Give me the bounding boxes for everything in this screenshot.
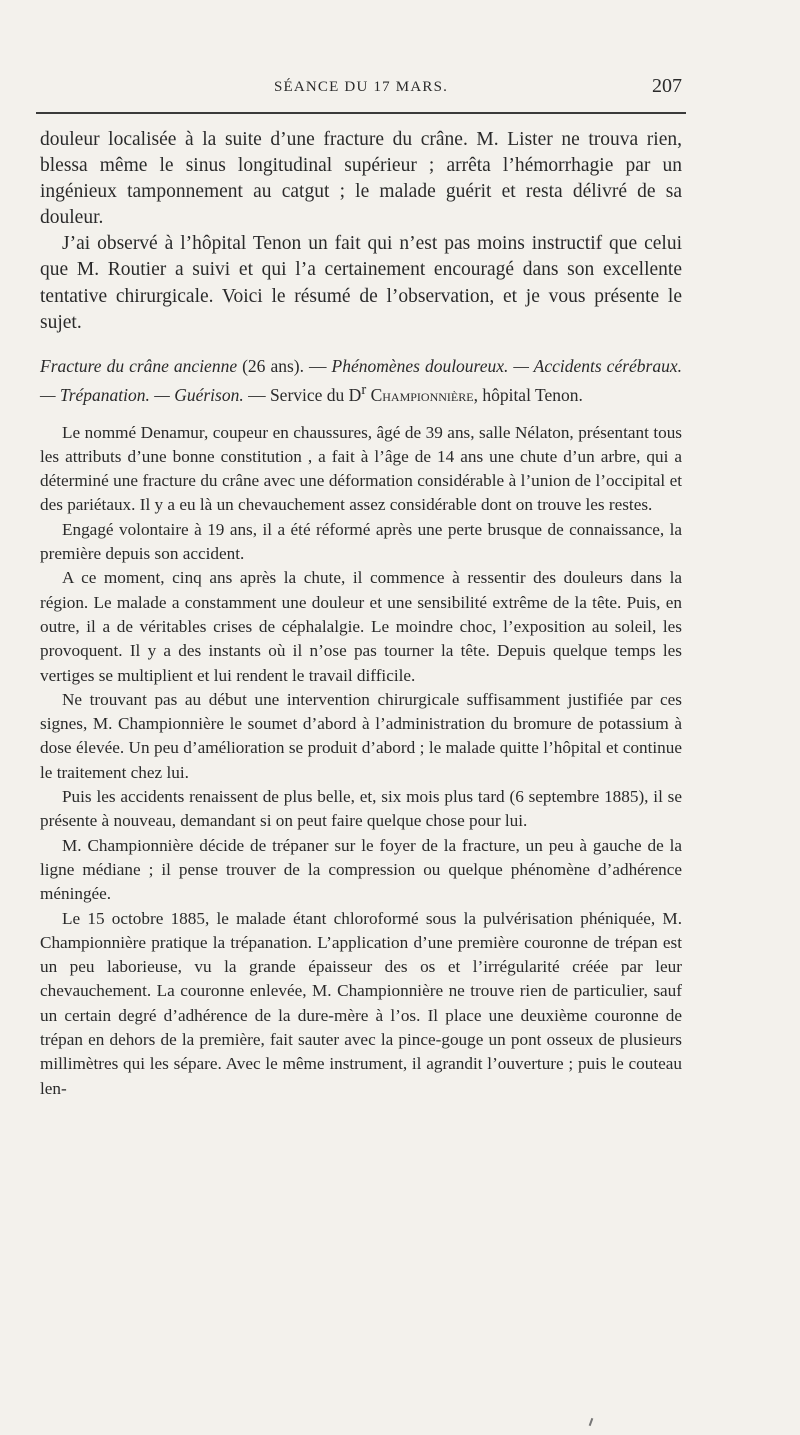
paragraph: Le nommé Denamur, coupeur en chaussures, âgé de 39 ans, salle Nélaton, présentant tous les attributs d’une bonne constitution , a fait à l’âge de 14 ans une chute d’un arbre, qui a déterminé une fracture du crâne avec une déformation considérable à l’union de l’occipital et des pariétaux. Il y a eu là un chevauchement assez considérable dont on trouve les restes. — [40, 422, 682, 515]
case-title-summary: Phénomènes douloureux. — Accidents cérébraux. — Trépanation. — Guérison. — [40, 355, 682, 405]
paragraph: A ce moment, cinq ans après la chute, il commence à ressentir des douleurs dans la région. Le malade a constamment une douleur et une sensibilité extrême de la tête. Puis, en outre, il a de véritables crises de céphalalgie. Le moindre choc, l’exposition au soleil, les provoquent. Il y a des instants où il n’ose pas tourner la tête. Depuis quelque temps les vertiges se multiplient et lui rendent le travail difficile. — [40, 568, 682, 685]
page-number: 207 — [652, 75, 682, 97]
case-title-diagnosis: Fracture du crâne ancienne — [40, 355, 238, 376]
opening-text — [40, 127, 682, 336]
paragraph: J’ai observé à l’hôpital Tenon un fait qui n’est pas moins instructif que celui que M. Routier a suivi et qui l’a certainement encouragé dans son excellente tentative chirurgicale. Voici le résumé de l’observation, et je vous présente le sujet. — [40, 233, 682, 333]
case-title-service: — Service du D — [243, 384, 362, 405]
paragraph: Engagé volontaire à 19 ans, il a été réformé après une perte brusque de connaissance, la première depuis son accident. — [40, 519, 682, 564]
paragraph: Ne trouvant pas au début une intervention chirurgicale suffisamment justifiée par ces signes, M. Championnière le soumet d’abord à l’administration du bromure de potassium à dose élevée. Un peu d’amélioration se produit d’abord ; le malade quitte l’hôpital et continue le traitement chez lui. — [40, 689, 682, 782]
observation-text — [40, 421, 682, 1101]
case-title — [40, 354, 682, 407]
page-header — [40, 76, 682, 100]
paper-mark — [589, 1418, 594, 1426]
case-title-doctor: Championnière — [366, 384, 474, 405]
case-title-hospital: , hôpital Tenon. — [473, 384, 583, 405]
paragraph: Puis les accidents renaissent de plus belle, et, six mois plus tard (6 septembre 1885), il se présente à nouveau, demandant si on peut faire quelque chose pour lui. — [40, 787, 682, 831]
body-text — [40, 127, 682, 1101]
paragraph: Le 15 octobre 1885, le malade étant chloroformé sous la pulvérisation phéniquée, M. Championnière pratique la trépanation. L’application d’une première couronne de trépan est un peu laborieuse, vu la grande épaisseur des os et l’irrégularité créée par leur chevauchement. La couronne enlevée, M. Championnière ne trouve rien de particulier, sauf un certain degré d’adhérence de la dure-mère à l’os. Il place une deuxième couronne de trépan en dehors de la première, fait sauter avec la pince-gouge un pont osseux de plusieurs millimètres qui les sépare. Avec le même instrument, il agrandit l’ouverture ; puis le couteau len- — [40, 908, 682, 1098]
running-title: SÉANCE DU 17 MARS. — [273, 79, 449, 95]
paragraph: M. Championnière décide de trépaner sur le foyer de la fracture, un peu à gauche de la ligne médiane ; il pense trouver de la compression ou quelque phénomène d’adhérence méningée. — [40, 835, 682, 904]
case-title-superscript: r — [361, 381, 367, 398]
case-title-age: (26 ans). — — [237, 355, 332, 376]
header-rule — [36, 112, 686, 114]
paragraph: douleur localisée à la suite d’une fracture du crâne. M. Lister ne trouva rien, blessa même le sinus longitudinal supérieur ; arrêta l’hémorrhagie par un ingénieux tamponnement au catgut ; le malade guérit et resta délivré de sa douleur. — [40, 129, 682, 229]
